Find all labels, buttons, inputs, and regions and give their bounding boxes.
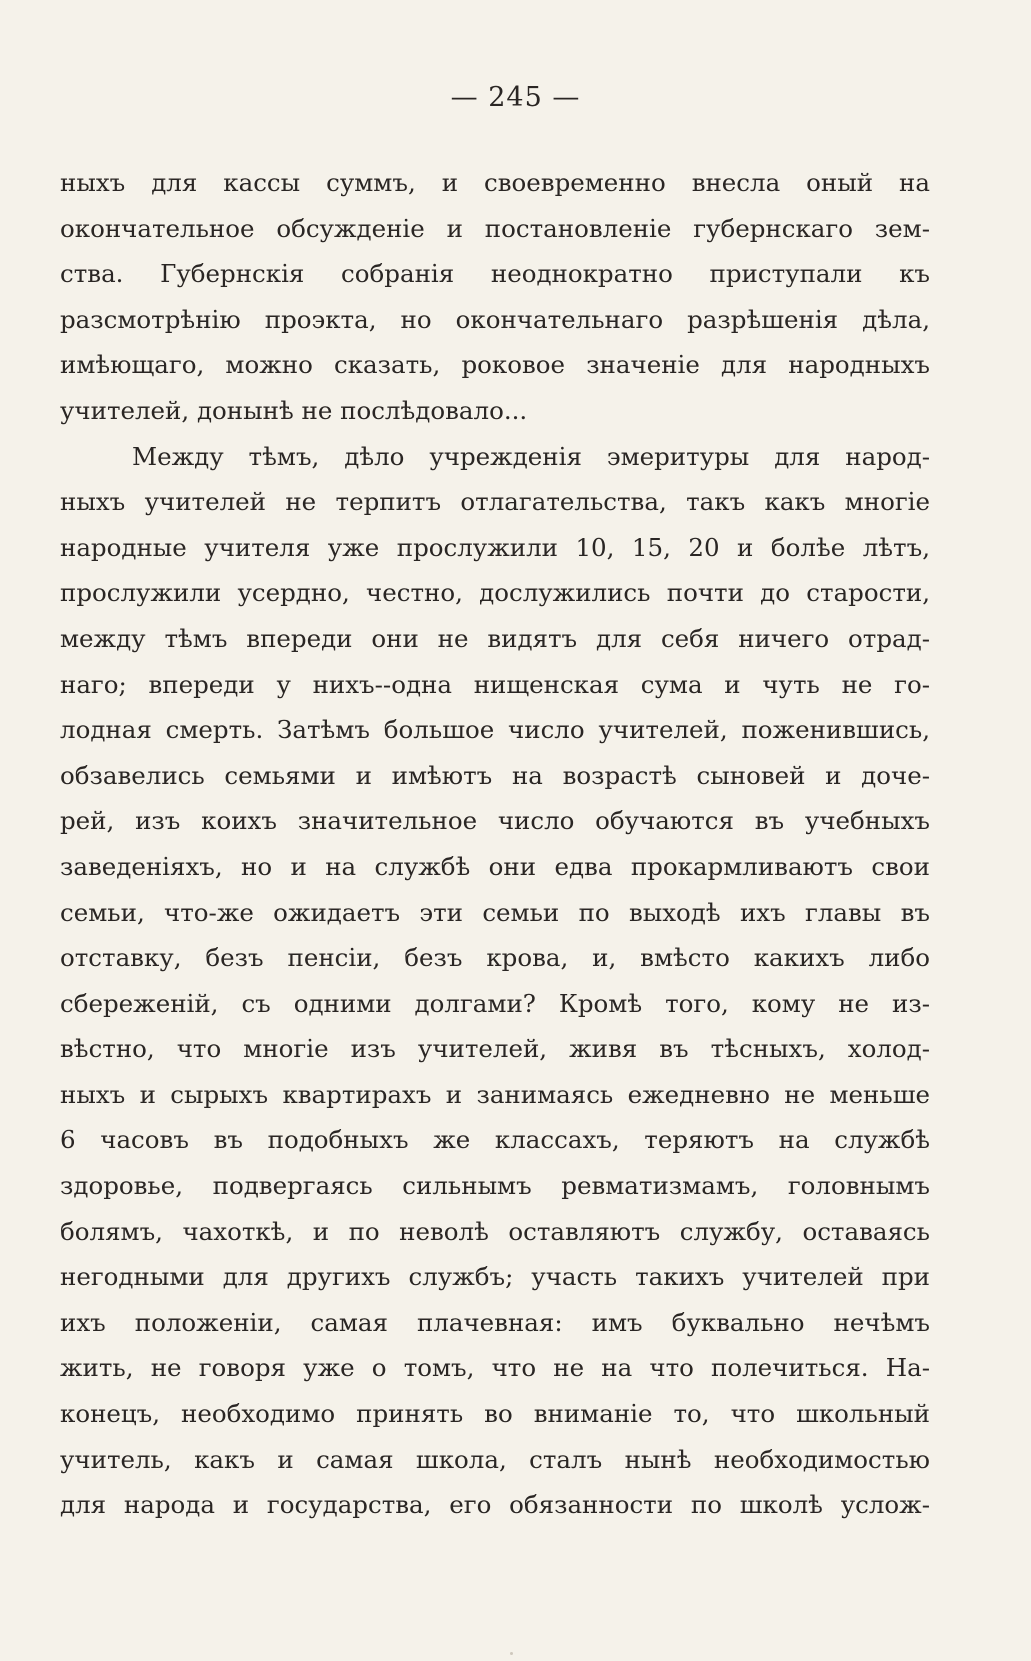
text-line: прослужили усердно, честно, дослужились почти до старости, (60, 578, 930, 608)
text-line: ныхъ и сырыхъ квартирахъ и занимаясь ежедневно не меньше (60, 1079, 930, 1109)
text-line: наго; впереди у нихъ--одна нищенская сума и чуть не го- (60, 669, 930, 699)
text-line: болямъ, чахоткѣ, и по неволѣ оставляютъ службу, оставаясь (60, 1216, 930, 1246)
text-line: для народа и государства, его обязанности по школѣ услож- (60, 1490, 930, 1520)
text-line: Между тѣмъ, дѣло учрежденія эмеритуры для народ- (132, 441, 930, 471)
text-line: народные учителя уже прослужили 10, 15, 20 и болѣе лѣтъ, (60, 532, 930, 562)
text-line: здоровье, подвергаясь сильнымъ ревматизмамъ, головнымъ (60, 1171, 930, 1201)
text-line: обзавелись семьями и имѣютъ на возрастѣ сыновей и доче- (60, 760, 930, 790)
page-number: — 245 — (450, 82, 581, 113)
text-line: ихъ положеніи, самая плачевная: имъ буквально нечѣмъ (60, 1307, 930, 1337)
body-text (60, 160, 930, 1528)
text-line: рей, изъ коихъ значительное число обучаются въ учебныхъ (60, 806, 930, 836)
paragraph-2 (60, 434, 930, 1528)
text-line: заведеніяхъ, но и на службѣ они едва прокармливаютъ свои (60, 851, 930, 881)
text-line: ныхъ для кассы суммъ, и своевременно внесла оный на (60, 168, 930, 197)
text-line: учитель, какъ и самая школа, сталъ нынѣ необходимостью (60, 1444, 930, 1474)
paper-speck (510, 1652, 513, 1655)
text-line: вѣстно, что многіе изъ учителей, живя въ тѣсныхъ, холод- (60, 1034, 930, 1064)
text-line: учителей, донынѣ не послѣдовало... (60, 395, 528, 425)
text-line: ныхъ учителей не терпитъ отлагательства, такъ какъ многіе (60, 487, 930, 517)
text-line: жить, не говоря уже о томъ, что не на что полечиться. На- (60, 1353, 930, 1383)
paragraph-1 (60, 160, 930, 434)
text-line: ства. Губернскія собранія неоднократно приступали къ (60, 259, 930, 289)
text-line: сбереженій, съ одними долгами? Кромѣ того, кому не из- (60, 988, 930, 1018)
text-line: отставку, безъ пенсіи, безъ крова, и, вмѣсто какихъ либо (60, 943, 930, 973)
text-line: конецъ, необходимо принять во вниманіе то, что школьный (60, 1399, 930, 1429)
text-line: 6 часовъ въ подобныхъ же классахъ, теряютъ на службѣ (60, 1125, 930, 1155)
text-line: семьи, что-же ожидаетъ эти семьи по выходѣ ихъ главы въ (60, 897, 930, 927)
text-line: окончательное обсужденіе и постановленіе губернскаго зем- (60, 213, 930, 243)
text-line: негодными для другихъ службъ; участь такихъ учителей при (60, 1262, 930, 1292)
text-line: между тѣмъ впереди они не видятъ для себя ничего отрад- (60, 623, 930, 653)
text-line: разсмотрѣнію проэкта, но окончательнаго разрѣшенія дѣла, (60, 304, 930, 334)
text-line: лодная смерть. Затѣмъ большое число учителей, поженившись, (60, 715, 930, 745)
text-line: имѣющаго, можно сказать, роковое значеніе для народныхъ (60, 350, 930, 380)
